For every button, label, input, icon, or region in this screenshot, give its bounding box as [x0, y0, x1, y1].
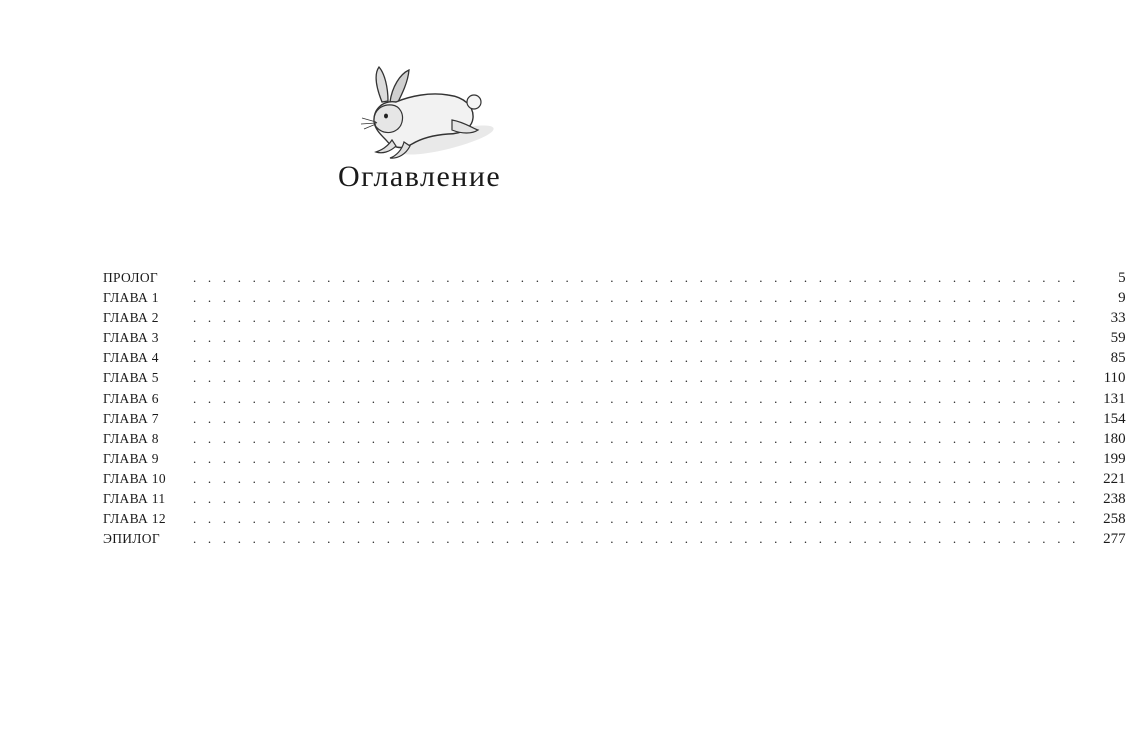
toc-entry — [103, 368, 1126, 388]
toc-entry — [103, 389, 1126, 409]
toc-entry-label: ГЛАВА 3 — [103, 330, 159, 346]
dot-leader: . . . . . . . . . . . . . . . . . . . . . . . . . . . . . . . . . . . . . . . . . . . . . . . . . . . . . . . . . . . . — [193, 310, 1080, 326]
toc-entry-label: ГЛАВА 2 — [103, 310, 159, 326]
toc-entry — [103, 449, 1126, 469]
toc-entry — [103, 268, 1126, 288]
dot-leader: . . . . . . . . . . . . . . . . . . . . . . . . . . . . . . . . . . . . . . . . . . . . . . . . . . . . . . . . . . . . — [193, 270, 1080, 285]
toc-entry-page: 5 — [1118, 270, 1126, 286]
toc-entry-page: 180 — [1103, 430, 1126, 447]
toc-entry-page: 199 — [1103, 450, 1126, 467]
toc-entry — [103, 489, 1126, 509]
toc-entry-label: ГЛАВА 9 — [103, 450, 159, 466]
dot-leader: . . . . . . . . . . . . . . . . . . . . . . . . . . . . . . . . . . . . . . . . . . . . . . . . . . . . . . . . . . . . — [193, 430, 1080, 446]
toc-entry — [103, 409, 1126, 429]
toc-entry-page: 131 — [1103, 390, 1126, 407]
toc-entry — [103, 429, 1126, 449]
dot-leader: . . . . . . . . . . . . . . . . . . . . . . . . . . . . . . . . . . . . . . . . . . . . . . . . . . . . . . . . . . . . — [193, 470, 1080, 486]
toc-entry-label: ГЛАВА 12 — [103, 511, 166, 527]
toc-entry-label: ЭПИЛОГ — [103, 531, 160, 547]
table-of-contents — [103, 268, 1126, 549]
toc-entry-label: ГЛАВА 8 — [103, 430, 159, 446]
toc-entry-label: ГЛАВА 5 — [103, 370, 159, 386]
page-title: Оглавление — [338, 160, 502, 193]
dot-leader: . . . . . . . . . . . . . . . . . . . . . . . . . . . . . . . . . . . . . . . . . . . . . . . . . . . . . . . . . . . . — [193, 531, 1080, 547]
toc-entry-page: 33 — [1110, 310, 1126, 327]
toc-entry — [103, 348, 1126, 368]
toc-entry — [103, 469, 1126, 489]
toc-entry — [103, 288, 1126, 308]
toc-entry — [103, 509, 1126, 529]
toc-entry-page: 110 — [1103, 370, 1126, 387]
toc-entry-label: ГЛАВА 10 — [103, 470, 166, 486]
toc-entry-page: 59 — [1110, 330, 1126, 347]
toc-entry-label: ПРОЛОГ — [103, 270, 159, 285]
toc-entry-label: ГЛАВА 4 — [103, 350, 159, 366]
dot-leader: . . . . . . . . . . . . . . . . . . . . . . . . . . . . . . . . . . . . . . . . . . . . . . . . . . . . . . . . . . . . — [193, 491, 1080, 507]
toc-entry-label: ГЛАВА 11 — [103, 491, 166, 507]
toc-entry-label: ГЛАВА 1 — [103, 290, 159, 306]
dot-leader: . . . . . . . . . . . . . . . . . . . . . . . . . . . . . . . . . . . . . . . . . . . . . . . . . . . . . . . . . . . . — [193, 290, 1080, 306]
dot-leader: . . . . . . . . . . . . . . . . . . . . . . . . . . . . . . . . . . . . . . . . . . . . . . . . . . . . . . . . . . . . — [193, 330, 1080, 346]
dot-leader: . . . . . . . . . . . . . . . . . . . . . . . . . . . . . . . . . . . . . . . . . . . . . . . . . . . . . . . . . . . . — [193, 511, 1080, 527]
toc-entry-label: ГЛАВА 7 — [103, 410, 159, 426]
toc-entry — [103, 328, 1126, 348]
toc-entry-page: 85 — [1110, 350, 1126, 367]
dot-leader: . . . . . . . . . . . . . . . . . . . . . . . . . . . . . . . . . . . . . . . . . . . . . . . . . . . . . . . . . . . . — [193, 450, 1080, 466]
dot-leader: . . . . . . . . . . . . . . . . . . . . . . . . . . . . . . . . . . . . . . . . . . . . . . . . . . . . . . . . . . . . — [193, 390, 1080, 406]
toc-entry-page: 221 — [1103, 470, 1126, 487]
toc-entry-label: ГЛАВА 6 — [103, 390, 159, 406]
toc-entry-page: 238 — [1103, 491, 1126, 508]
dot-leader: . . . . . . . . . . . . . . . . . . . . . . . . . . . . . . . . . . . . . . . . . . . . . . . . . . . . . . . . . . . . — [193, 410, 1080, 426]
toc-entry — [103, 308, 1126, 328]
toc-entry-page: 277 — [1103, 531, 1126, 548]
toc-entry — [103, 529, 1126, 549]
rabbit-illustration — [352, 62, 502, 170]
toc-entry-page: 9 — [1118, 290, 1126, 307]
toc-entry-page: 154 — [1103, 410, 1126, 427]
toc-entry-page: 258 — [1103, 511, 1126, 528]
dot-leader: . . . . . . . . . . . . . . . . . . . . . . . . . . . . . . . . . . . . . . . . . . . . . . . . . . . . . . . . . . . . — [193, 370, 1080, 386]
dot-leader: . . . . . . . . . . . . . . . . . . . . . . . . . . . . . . . . . . . . . . . . . . . . . . . . . . . . . . . . . . . . — [193, 350, 1080, 366]
